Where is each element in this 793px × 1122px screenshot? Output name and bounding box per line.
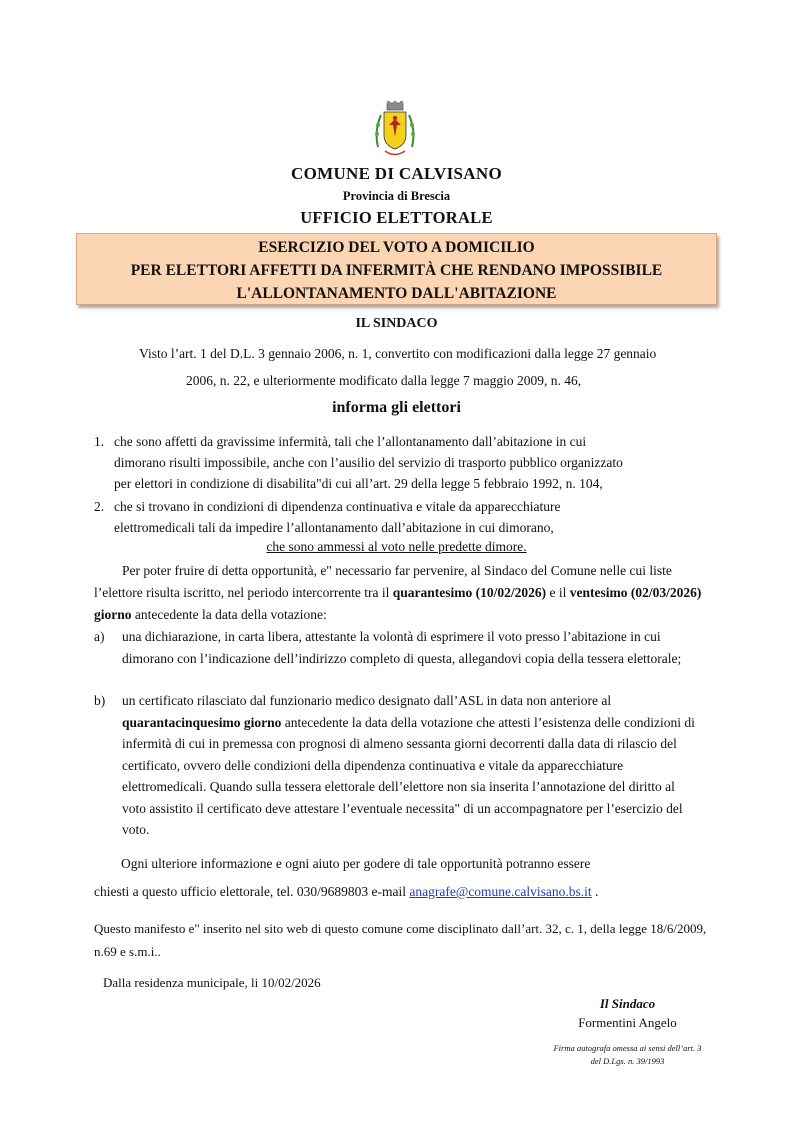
ogni-line: Ogni ulteriore informazione e ogni aiuto per godere di tale opportunità potranno essere — [121, 856, 591, 871]
list-line: dimorano risulti impossibile, anche con l’ausilio del servizio di trasporto pubblico organizzato — [114, 455, 623, 470]
item-label: b) — [94, 693, 106, 708]
signature-note — [520, 1042, 735, 1068]
per-poter-text: e il — [546, 585, 570, 600]
item-a-text: una dichiarazione, in carta libera, attestante la volontà di esprimere il voto presso l’abitazione in cui dimorano con l’indicazione dell’indirizzo completo di questa, allegandovi copia della tessera elettorale; — [122, 629, 682, 666]
contact-text: chiesti a questo ufficio elettorale, tel. 030/9689803 e-mail — [94, 884, 410, 899]
email-link[interactable]: anagrafe@comune.calvisano.bs.it — [409, 884, 592, 899]
item-b-bold: quarantacinquesimo giorno — [122, 714, 282, 730]
ammessi-line: che sono ammessi al voto nelle predette dimore. — [266, 539, 527, 554]
visto-line: 2006, n. 22, e ulteriormente modificato dalla legge 7 maggio 2009, n. 46, — [186, 373, 582, 388]
per-poter-text: Per poter fruire di detta opportunità, e" necessario far pervenire, al Sindaco del Comune nelle cui liste l’elettore risulta iscritto, nel periodo intercorrente tra il — [94, 563, 672, 600]
item-b-text — [122, 690, 702, 841]
ufficio-title: UFFICIO ELETTORALE — [300, 208, 493, 227]
visto-line: Visto l’art. 1 del D.L. 3 gennaio 2006, n. 1, convertito con modificazioni dalla legge 27 gennaio — [139, 346, 657, 361]
list-number: 2. — [94, 499, 105, 514]
list-number: 1. — [94, 434, 105, 449]
comune-title: COMUNE DI CALVISANO — [291, 164, 502, 183]
banner-line: ESERCIZIO DEL VOTO A DOMICILIO — [258, 239, 535, 256]
manifesto-note: Questo manifesto e" inserito nel sito web di questo comune come disciplinato dall’art. 32, c. 1, della legge 18/6/2009, n.69 e s.m.i.. — [94, 921, 707, 959]
contact-line — [94, 884, 598, 900]
signature-title: Il Sindaco — [599, 996, 656, 1011]
date-line: Dalla residenza municipale, li 10/02/2026 — [103, 975, 321, 990]
item-b-part: antecedente la data della votazione che attesti l’esistenza delle condizioni di infermità di cui in premessa con prognosi di almeno sessanta giorni decorrenti dalla data di rilascio del certificato, ovvero delle condizioni della dipendenza continuativa e vitale da apparecchiature elettromedicali. Quando sulla tessera elettorale dell’elettore non sia inserita l’annotazione del diritto al voto assistito il certificato deve attestare l’eventuale necessita" di un accompagnatore per l’esercizio del voto. — [122, 714, 695, 837]
provincia-subtitle: Provincia di Brescia — [342, 189, 451, 203]
item-label: a) — [94, 629, 105, 644]
sindaco-heading: IL SINDACO — [355, 316, 438, 331]
date-ventesimo: ventesimo (02/03/2026) giorno — [94, 585, 702, 622]
contact-end: . — [591, 884, 599, 899]
list-line: che sono affetti da gravissime infermità, tali che l’allontanamento dall’abitazione in cui — [114, 434, 587, 449]
signature-note-line: Firma autografa omessa ai sensi dell’art. 3 — [553, 1043, 702, 1053]
list-line: elettromedicali tali da impedire l’allontanamento dall’abitazione in cui dimorano, — [114, 520, 554, 535]
banner-line: PER ELETTORI AFFETTI DA INFERMITÀ CHE RENDANO IMPOSSIBILE — [130, 262, 663, 279]
date-quarantesimo: quarantesimo (10/02/2026) — [392, 585, 547, 600]
informa-heading: informa gli elettori — [332, 399, 461, 416]
per-poter-text: antecedente la data della votazione: — [131, 607, 327, 622]
municipal-crest-icon — [373, 101, 417, 159]
signature-name: Formentini Angelo — [578, 1015, 677, 1030]
list-line: che si trovano in condizioni di dipendenza continuativa e vitale da apparecchiature — [114, 499, 561, 514]
banner-line: L'ALLONTANAMENTO DALL'ABITAZIONE — [236, 285, 557, 302]
per-poter-paragraph — [94, 560, 704, 626]
title-banner — [76, 233, 717, 305]
signature-note-line: del D.Lgs. n. 39/1993 — [590, 1056, 665, 1066]
list-line: per elettori in condizione di disabilita"di cui all’art. 29 della legge 5 febbraio 1992, n. 104, — [114, 476, 603, 491]
item-b-part: un certificato rilasciato dal funzionario medico designato dall’ASL in data non anteriore al — [122, 693, 612, 708]
